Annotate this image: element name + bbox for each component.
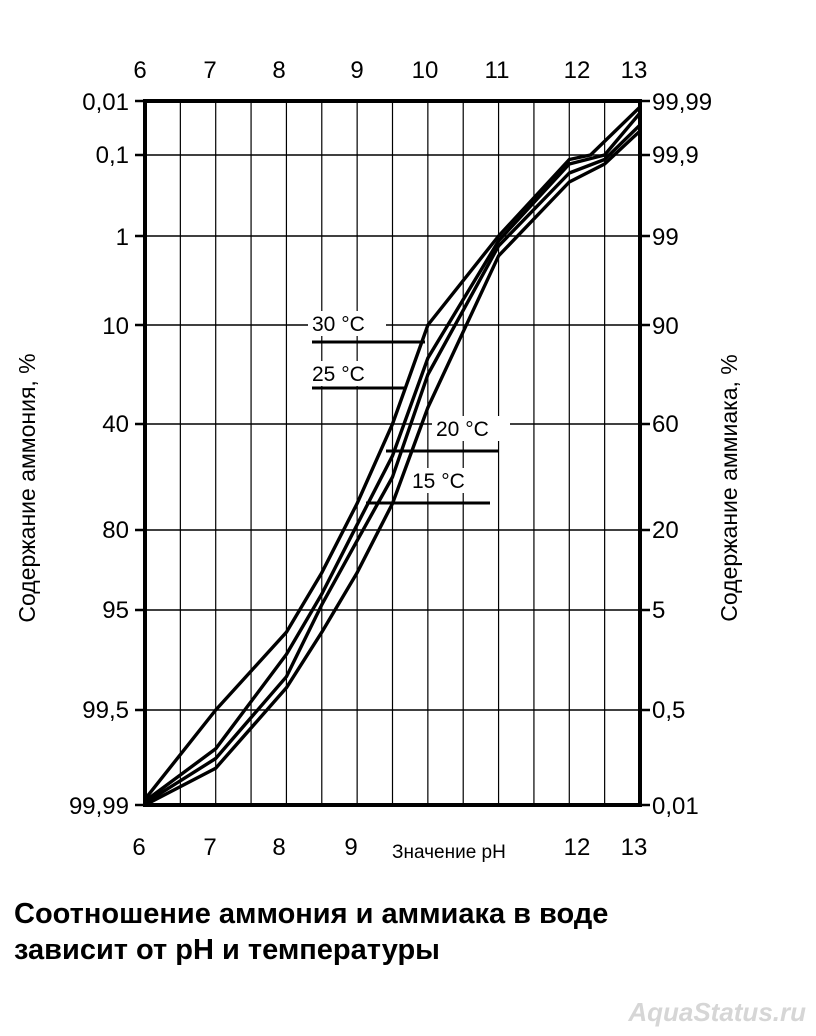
y-left-tick-label: 0,1 xyxy=(95,142,129,169)
x-axis-title: Значение pH xyxy=(392,842,506,863)
y-right-tick-label: 0,5 xyxy=(652,697,686,724)
x-top-tick-label: 13 xyxy=(620,57,648,84)
caption-line-2: зависит от pH и температуры xyxy=(14,934,440,966)
y-right-tick-label: 99,9 xyxy=(652,142,699,169)
x-bottom-tick-label: 6 xyxy=(132,834,146,861)
y-left-tick-label: 1 xyxy=(115,224,129,251)
series-label-15-c: 15 °C xyxy=(412,470,465,493)
x-top-tick-label: 10 xyxy=(411,57,439,84)
y-right-tick-label: 5 xyxy=(652,597,666,624)
caption-line-1: Соотношение аммония и аммиака в воде xyxy=(14,898,609,930)
y-left-tick-label: 99,99 xyxy=(68,793,129,820)
x-bottom-tick-label: 13 xyxy=(620,834,648,861)
y-right-tick-label: 99 xyxy=(652,224,679,251)
y-right-tick-label: 0,01 xyxy=(652,793,699,820)
y-left-tick-label: 40 xyxy=(102,411,129,438)
figure-caption xyxy=(14,896,794,968)
x-bottom-tick-label: 12 xyxy=(563,834,591,861)
y-left-tick-label: 99,5 xyxy=(82,697,129,724)
x-top-tick-label: 12 xyxy=(563,57,591,84)
y-axis-title-right: Содержание аммиака, % xyxy=(716,354,742,622)
series-label-25-c: 25 °C xyxy=(312,363,365,386)
y-left-tick-label: 80 xyxy=(102,517,129,544)
y-right-tick-label: 20 xyxy=(652,517,679,544)
y-left-tick-label: 95 xyxy=(102,597,129,624)
x-top-tick-label: 7 xyxy=(203,57,217,84)
y-right-tick-label: 60 xyxy=(652,411,679,438)
series-label-20-c: 20 °C xyxy=(436,418,489,441)
y-right-tick-label: 99,99 xyxy=(652,89,713,116)
y-left-tick-label: 10 xyxy=(102,313,129,340)
x-top-tick-label: 6 xyxy=(133,57,147,84)
x-bottom-tick-label: 7 xyxy=(203,834,217,861)
x-top-tick-label: 9 xyxy=(350,57,364,84)
series-label-30-c: 30 °C xyxy=(312,313,365,336)
y-left-tick-label: 0,01 xyxy=(82,89,129,116)
x-top-tick-label: 11 xyxy=(484,57,510,84)
site-watermark: AquaStatus.ru xyxy=(628,997,806,1027)
x-top-tick-label: 8 xyxy=(272,57,286,84)
x-bottom-tick-label: 8 xyxy=(272,834,286,861)
y-axis-title-left: Содержание аммония, % xyxy=(14,353,40,623)
y-right-tick-label: 90 xyxy=(652,313,679,340)
x-bottom-tick-label: 9 xyxy=(344,834,358,861)
